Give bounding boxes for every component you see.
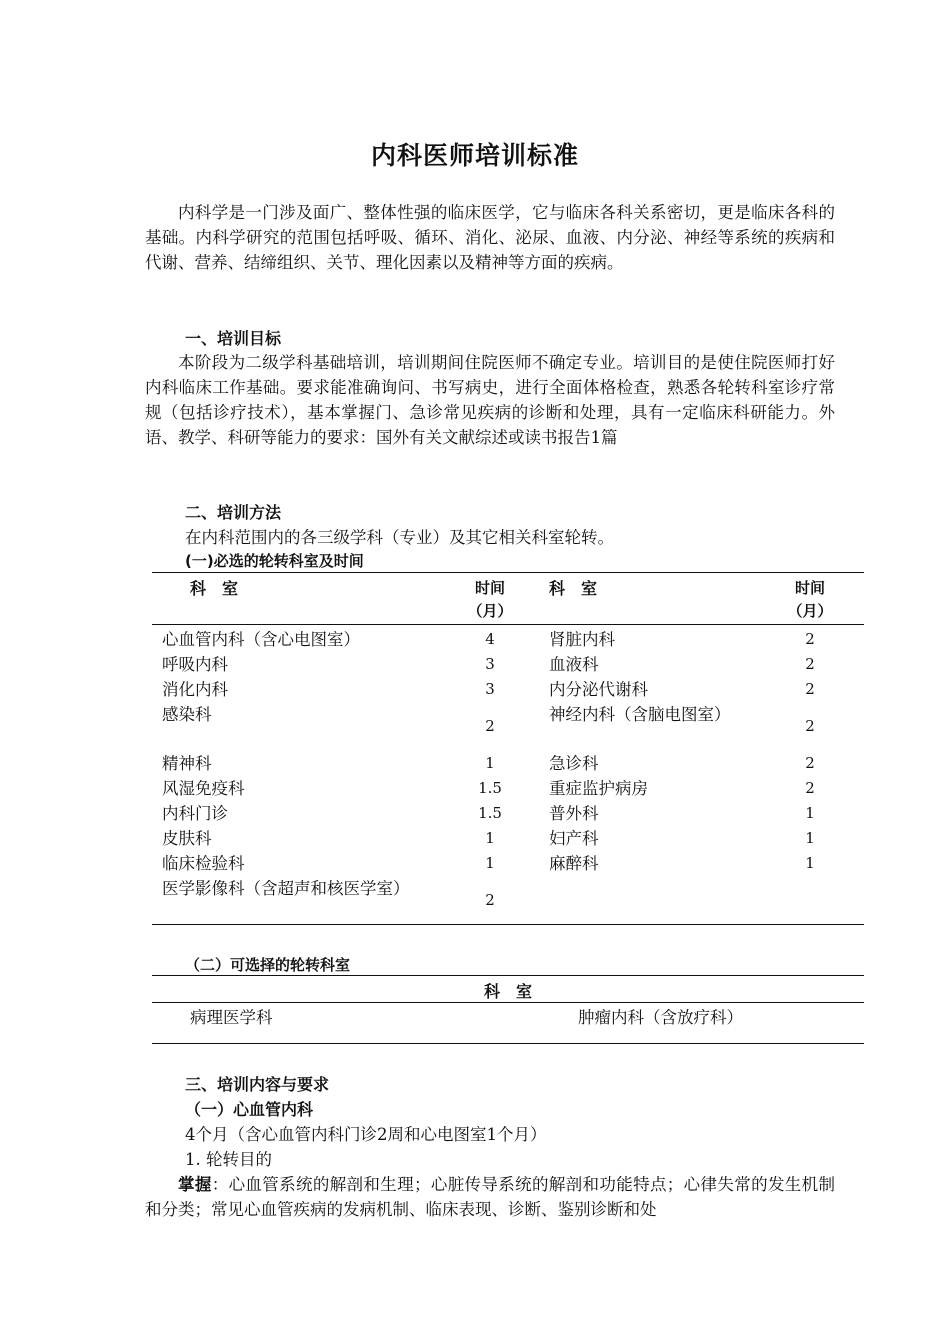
row-left-time: 3 bbox=[485, 680, 495, 698]
master-text: ：心血管系统的解剖和生理；心脏传导系统的解剖和功能特点；心律失常的发生机制和分类；常见心血管疾病的发病机制、临床表现、诊断、鉴别诊断和处 bbox=[145, 1175, 836, 1219]
required-table-title: (一)必选的轮转科室及时间 bbox=[185, 552, 364, 570]
col-header-time-right-unit: （月） bbox=[787, 602, 833, 620]
table-header-rule bbox=[152, 624, 864, 625]
section1-body: 本阶段为二级学科基础培训，培训期间住院医师不确定专业。培训目的是使住院医师打好内科临床工作基础。要求能准确询问、书写病史，进行全面体格检查，熟悉各轮转科室诊疗常规（包括诊疗技术），基本掌握门、急诊常见疾病的诊断和处理，具有一定临床科研能力。外语、教学、科研等能力的要求：国外有关文献综述或读书报告1篇 bbox=[145, 353, 835, 447]
col-header-time-left-unit: （月） bbox=[467, 602, 513, 620]
row-right-time: 1 bbox=[805, 804, 815, 822]
row-right-time: 2 bbox=[805, 680, 815, 698]
row-right-dept: 重症监护病房 bbox=[549, 779, 648, 798]
row-right-time: 2 bbox=[805, 779, 815, 797]
col-header-dept-right: 科 室 bbox=[549, 579, 598, 598]
section2-heading: 二、培训方法 bbox=[185, 503, 282, 522]
section3-master-paragraph bbox=[145, 1172, 835, 1222]
row-left-time: 1 bbox=[485, 754, 495, 772]
section1-heading: 一、培训目标 bbox=[185, 329, 282, 348]
section3-sub-heading: （一）心血管内科 bbox=[185, 1100, 314, 1119]
optional-table-bottom-rule bbox=[152, 1043, 864, 1044]
row-right-time: 1 bbox=[805, 854, 815, 872]
row-left-time: 1.5 bbox=[478, 804, 502, 822]
row-right-time: 2 bbox=[805, 717, 815, 735]
page-title: 内科医师培训标准 bbox=[370, 141, 579, 170]
section3-heading: 三、培训内容与要求 bbox=[185, 1075, 330, 1094]
row-left-dept: 精神科 bbox=[162, 754, 212, 773]
optional-left-dept: 病理医学科 bbox=[190, 1008, 273, 1027]
row-right-dept: 神经内科（含脑电图室） bbox=[549, 705, 731, 724]
master-label: 掌握 bbox=[178, 1175, 212, 1194]
optional-table-header-rule bbox=[152, 1002, 864, 1003]
optional-col-header: 科 室 bbox=[483, 982, 532, 1001]
row-left-dept: 医学影像科（含超声和核医学室） bbox=[162, 879, 410, 898]
optional-table-title: （二）可选择的轮转科室 bbox=[185, 956, 351, 974]
col-header-dept-left: 科 室 bbox=[190, 579, 239, 598]
row-left-time: 1.5 bbox=[478, 779, 502, 797]
table-top-rule bbox=[152, 572, 864, 573]
row-right-dept: 急诊科 bbox=[549, 754, 599, 773]
col-header-time-right: 时间 bbox=[794, 579, 825, 597]
row-right-time: 2 bbox=[805, 630, 815, 648]
row-left-dept: 风湿免疫科 bbox=[162, 779, 245, 798]
row-right-dept: 肾脏内科 bbox=[549, 630, 615, 649]
row-right-time: 2 bbox=[805, 754, 815, 772]
row-right-dept: 普外科 bbox=[549, 804, 599, 823]
row-right-dept: 内分泌代谢科 bbox=[549, 680, 648, 699]
row-right-dept: 血液科 bbox=[549, 655, 599, 674]
row-left-dept: 临床检验科 bbox=[162, 854, 245, 873]
col-header-time-left: 时间 bbox=[474, 579, 505, 597]
section3-item1: 1. 轮转目的 bbox=[185, 1150, 272, 1169]
row-left-dept: 感染科 bbox=[162, 705, 212, 724]
row-left-time: 3 bbox=[485, 655, 495, 673]
row-left-dept: 皮肤科 bbox=[162, 829, 212, 848]
intro-paragraph: 内科学是一门涉及面广、整体性强的临床医学，它与临床各科关系密切，更是临床各科的基础。内科学研究的范围包括呼吸、循环、消化、泌尿、血液、内分泌、神经等系统的疾病和代谢、营养、结缔组织、关节、理化因素以及精神等方面的疾病。 bbox=[145, 203, 835, 272]
row-left-time: 1 bbox=[485, 829, 495, 847]
row-right-dept: 麻醉科 bbox=[549, 854, 599, 873]
row-right-time: 2 bbox=[805, 655, 815, 673]
row-right-dept: 妇产科 bbox=[549, 829, 599, 848]
row-left-dept: 心血管内科（含心电图室） bbox=[162, 630, 360, 649]
row-left-dept: 内科门诊 bbox=[162, 804, 228, 823]
row-left-time: 1 bbox=[485, 854, 495, 872]
section3-duration: 4个月（含心血管内科门诊2周和心电图室1个月） bbox=[185, 1125, 547, 1144]
row-left-dept: 呼吸内科 bbox=[162, 655, 228, 674]
optional-table-top-rule bbox=[152, 975, 864, 976]
section2-body: 在内科范围内的各三级学科（专业）及其它相关科室轮转。 bbox=[185, 528, 614, 547]
optional-right-dept: 肿瘤内科（含放疗科） bbox=[578, 1008, 743, 1027]
row-left-time: 2 bbox=[485, 717, 495, 735]
row-right-time: 1 bbox=[805, 829, 815, 847]
row-left-time: 4 bbox=[485, 630, 495, 648]
table-bottom-rule bbox=[152, 924, 864, 925]
row-left-time: 2 bbox=[485, 891, 495, 909]
row-left-dept: 消化内科 bbox=[162, 680, 228, 699]
